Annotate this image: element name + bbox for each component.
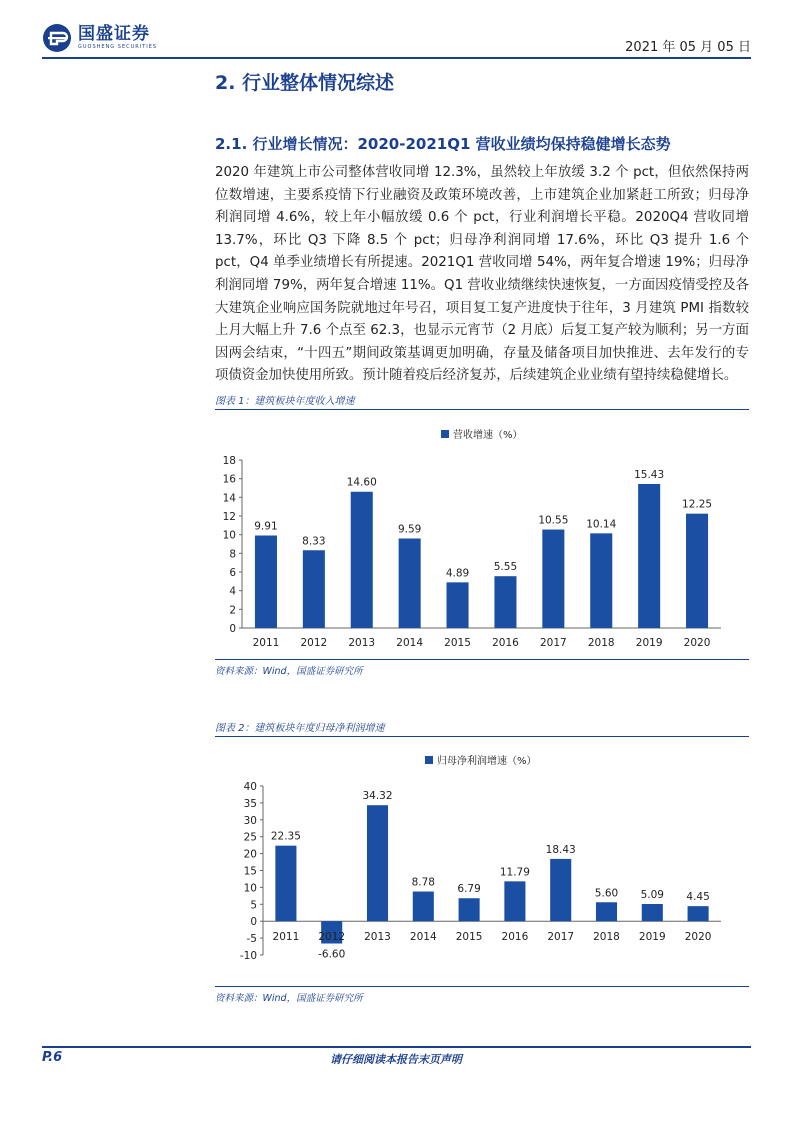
bar-2011 xyxy=(255,536,277,628)
data-label: 9.59 xyxy=(397,523,422,536)
bar-2014 xyxy=(413,892,434,922)
data-label: 5.55 xyxy=(493,561,518,574)
report-date: 2021 年 05 月 05 日 xyxy=(625,40,751,55)
footer-disclaimer: 请仔细阅读本报告末页声明 xyxy=(330,1053,462,1066)
x-tick-label: 2019 xyxy=(638,931,666,943)
header-rule xyxy=(42,57,751,59)
data-label: 12.25 xyxy=(682,498,713,511)
bar-2017 xyxy=(542,530,564,628)
bar-2018 xyxy=(590,533,612,628)
x-tick-label: 2012 xyxy=(318,931,346,943)
y-tick-label: 35 xyxy=(243,797,257,810)
bar-2015 xyxy=(447,582,469,628)
data-label: 10.55 xyxy=(538,514,569,527)
logo-mark-icon xyxy=(42,23,72,53)
logo-text-cn: 国盛证券 xyxy=(78,24,150,44)
y-tick-label: 10 xyxy=(222,529,236,542)
x-tick-label: 2014 xyxy=(396,637,424,649)
bar-2020 xyxy=(688,906,709,921)
y-tick-label: 0 xyxy=(229,623,236,635)
bar-2018 xyxy=(596,902,617,921)
data-label: 34.32 xyxy=(362,790,393,803)
x-tick-label: 2014 xyxy=(409,931,437,943)
net-profit-growth-chart xyxy=(215,744,749,984)
legend-swatch xyxy=(425,756,433,764)
bar-2013 xyxy=(367,805,388,921)
x-tick-label: 2016 xyxy=(492,637,519,649)
x-tick-label: 2018 xyxy=(587,637,615,649)
figure2-bottom-rule xyxy=(215,986,749,987)
legend-swatch xyxy=(441,430,449,438)
bar-2011 xyxy=(275,846,296,922)
data-label: 15.43 xyxy=(634,468,665,481)
y-tick-label: 14 xyxy=(222,492,236,505)
bar-2016 xyxy=(494,576,516,628)
logo-text-en: GUOSHENG SECURITIES xyxy=(78,44,158,50)
figure2-caption: 图表 2：建筑板块年度归母净利润增速 xyxy=(215,723,385,734)
x-tick-label: 2015 xyxy=(455,931,483,943)
x-tick-label: 2016 xyxy=(501,931,529,943)
data-label: 11.79 xyxy=(499,866,530,879)
x-tick-label: 2017 xyxy=(547,931,575,943)
data-label: 4.89 xyxy=(445,567,470,580)
data-label: 14.60 xyxy=(346,476,377,489)
figure2-top-rule xyxy=(215,736,749,737)
x-tick-label: 2018 xyxy=(593,931,620,943)
data-label: 22.35 xyxy=(270,830,301,843)
data-label: 10.14 xyxy=(586,518,617,531)
y-tick-label: 20 xyxy=(243,848,257,861)
section-heading: 2. 行业整体情况综述 xyxy=(215,72,395,94)
y-tick-label: 16 xyxy=(222,473,236,486)
x-tick-label: 2013 xyxy=(348,637,376,649)
bar-2017 xyxy=(550,859,571,921)
x-tick-label: 2020 xyxy=(684,931,712,943)
figure2-source: 资料来源：Wind，国盛证券研究所 xyxy=(215,993,363,1004)
y-tick-label: 5 xyxy=(250,899,257,912)
x-tick-label: 2019 xyxy=(635,637,663,649)
footer-rule xyxy=(42,1046,751,1048)
y-tick-label: 18 xyxy=(222,455,236,467)
revenue-growth-chart xyxy=(215,418,749,658)
bar-2012 xyxy=(303,550,325,628)
x-tick-label: 2020 xyxy=(683,637,711,649)
y-tick-label: 8 xyxy=(229,548,236,561)
bar-2020 xyxy=(686,514,708,628)
x-tick-label: 2013 xyxy=(364,931,391,943)
data-label: -6.60 xyxy=(318,948,346,961)
figure1-bottom-rule xyxy=(215,659,749,660)
x-tick-label: 2011 xyxy=(272,931,300,943)
body-paragraph: 2020 年建筑上市公司整体营收同增 12.3%，虽然较上年放缓 3.2 个 pct，但依然保持两位数增速，主要系疫情下行业融资及政策环境改善，上市建筑企业加紧赶工所致；归母净利润同增 4.6%，较上年小幅放缓 0.6 个 pct，行业利润增长平稳。2020Q4 营收同增 13.7%，环比 Q3 下降 8.5 个 pct；归母净利润同增 17.6%，环比 Q3 提升 1.6 个 pct，Q4 单季业绩增长有所提速。2021Q1 营收同增 54%，两年复合增速 19%；归母净利润同增 79%，两年复合增速 11%。Q1 营收业绩继续快速恢复，一方面因疫情受控及各大建筑企业响应国务院就地过年号召，项目复工复产进度快于往年，3 月建筑 PMI 指数较上月大幅上升 7.6 个点至 62.3，也显示元宵节（2 月底）后复工复产较为顺利；另一方面因两会结束，“十四五”期间政策基调更加明确，存量及储备项目加快推进、去年发行的专项债资金加快使用所致。预计随着疫后经济复苏，后续建筑企业业绩有望持续稳健增长。 xyxy=(215,165,749,384)
bar-2016 xyxy=(504,881,525,921)
x-tick-label: 2012 xyxy=(300,637,328,649)
data-label: 8.78 xyxy=(411,876,435,889)
y-tick-label: 25 xyxy=(243,831,257,844)
bar-2014 xyxy=(399,538,421,628)
bar-2019 xyxy=(642,904,663,921)
legend-label: 归母净利润增速（%） xyxy=(437,756,537,767)
x-tick-label: 2011 xyxy=(252,637,280,649)
data-label: 9.91 xyxy=(254,520,278,533)
x-tick-label: 2017 xyxy=(539,637,567,649)
y-tick-label: 2 xyxy=(229,604,236,617)
data-label: 5.60 xyxy=(594,887,619,900)
y-tick-label: -10 xyxy=(239,950,257,962)
figure1-top-rule xyxy=(215,409,749,410)
y-tick-label: 40 xyxy=(243,781,257,793)
y-tick-label: 0 xyxy=(250,916,257,929)
y-tick-label: 6 xyxy=(229,567,236,579)
figure1-caption: 图表 1：建筑板块年度收入增速 xyxy=(215,396,355,407)
bar-2015 xyxy=(459,898,480,921)
y-tick-label: 12 xyxy=(222,511,236,523)
y-tick-label: -5 xyxy=(246,933,257,946)
legend-label: 营收增速（%） xyxy=(453,430,523,441)
bar-2019 xyxy=(638,484,660,628)
data-label: 18.43 xyxy=(545,843,576,856)
data-label: 4.45 xyxy=(686,891,710,904)
company-logo xyxy=(42,20,157,56)
data-label: 6.79 xyxy=(457,883,481,896)
y-tick-label: 15 xyxy=(243,865,257,878)
data-label: 5.09 xyxy=(640,888,664,901)
x-tick-label: 2015 xyxy=(444,637,471,649)
subsection-heading: 2.1. 行业增长情况：2020-2021Q1 营收业绩均保持稳健增长态势 xyxy=(215,135,671,153)
page-number: P.6 xyxy=(42,1050,63,1065)
figure1-source: 资料来源：Wind，国盛证券研究所 xyxy=(215,666,363,677)
y-tick-label: 30 xyxy=(243,814,257,827)
data-label: 8.33 xyxy=(302,535,326,548)
y-tick-label: 10 xyxy=(243,882,257,895)
y-tick-label: 4 xyxy=(229,585,236,598)
bar-2013 xyxy=(351,492,373,628)
